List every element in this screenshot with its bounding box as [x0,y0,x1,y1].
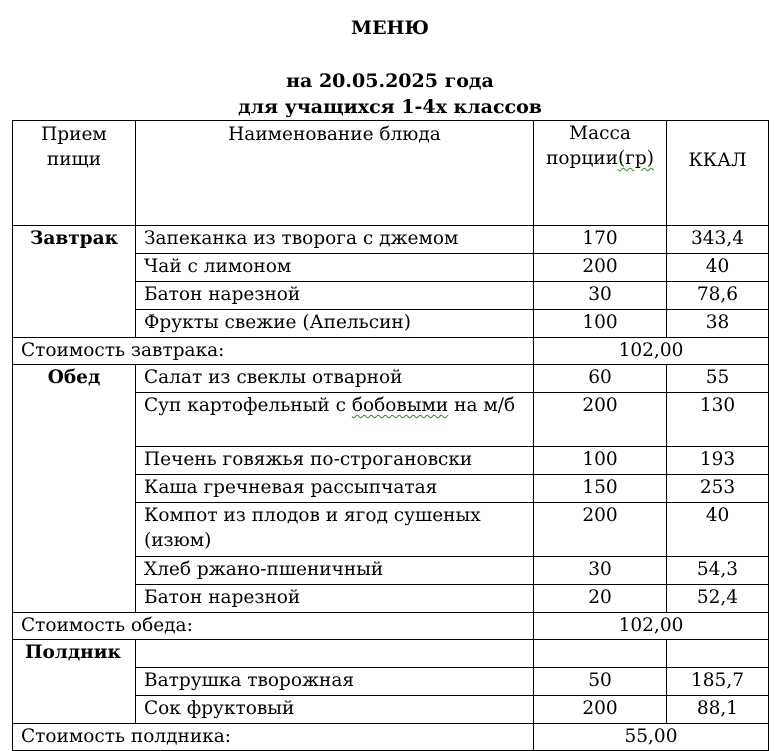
dish-name-part: на м/б [448,395,516,416]
dish-kcal: 38 [667,310,769,338]
dish-name: Сок фруктовый [136,696,534,724]
dish-name: Запеканка из творога с джемом [136,226,534,254]
dish-name: Чай с лимоном [136,254,534,282]
meal-label-lunch: Обед [13,365,136,613]
dish-mass: 200 [534,696,667,724]
dish-kcal: 193 [667,447,769,475]
dish-name: Компот из плодов и ягод сушеных (изюм) [136,503,534,557]
dish-mass: 100 [534,447,667,475]
dish-kcal: 78,6 [667,282,769,310]
dish-kcal: 54,3 [667,557,769,585]
dish-mass: 30 [534,557,667,585]
menu-table [12,120,769,751]
cost-value: 102,00 [534,338,769,365]
cost-value: 102,00 [534,613,769,640]
dish-name-part: бобовыми [351,395,449,416]
menu-date: на 20.05.2025 года [286,70,494,92]
cost-row-lunch [13,613,769,640]
header-mass-line2b: (гр) [617,148,654,169]
dish-name [136,393,534,447]
dish-kcal: 52,4 [667,585,769,613]
dish-name: Батон нарезной [136,585,534,613]
dish-kcal: 343,4 [667,226,769,254]
dish-mass: 100 [534,310,667,338]
header-meal-line2: пищи [46,149,102,170]
header-meal [13,121,136,226]
dish-mass: 30 [534,282,667,310]
meal-label-breakfast: Завтрак [13,226,136,338]
page-title: МЕНЮ [351,17,429,39]
header-mass [534,121,667,226]
menu-audience: для учащихся 1-4х классов [238,96,542,118]
cost-label: Стоимость завтрака: [13,338,534,365]
table-header-row [13,121,769,226]
dish-name-empty [136,640,534,668]
header-mass-line2a: порции [546,148,618,169]
dish-mass: 60 [534,365,667,393]
dish-name: Ватрушка творожная [136,668,534,696]
dish-kcal: 40 [667,254,769,282]
cost-label: Стоимость полдника: [13,724,534,751]
dish-mass-empty [534,640,667,668]
dish-name: Печень говяжья по-строгановски [136,447,534,475]
cost-row-breakfast [13,338,769,365]
dish-kcal: 55 [667,365,769,393]
dish-kcal: 88,1 [667,696,769,724]
dish-kcal-empty [667,640,769,668]
table-row [13,640,769,668]
header-meal-line1: Прием [41,124,107,145]
dish-mass: 200 [534,503,667,557]
header-dish: Наименование блюда [136,121,534,226]
cost-value: 55,00 [534,724,769,751]
cost-row-snack [13,724,769,751]
dish-mass: 200 [534,254,667,282]
dish-name: Хлеб ржано-пшеничный [136,557,534,585]
dish-kcal: 130 [667,393,769,447]
dish-name-part: Суп картофельный с [144,395,352,416]
dish-name: Каша гречневая рассыпчатая [136,475,534,503]
dish-name: Салат из свеклы отварной [136,365,534,393]
dish-name: Батон нарезной [136,282,534,310]
dish-mass: 200 [534,393,667,447]
header-kcal: ККАЛ [667,121,769,226]
dish-mass: 20 [534,585,667,613]
header-mass-line1: Масса [569,123,631,144]
meal-label-snack: Полдник [13,640,136,724]
table-row [13,365,769,393]
dish-name: Фрукты свежие (Апельсин) [136,310,534,338]
dish-kcal: 185,7 [667,668,769,696]
dish-kcal: 253 [667,475,769,503]
table-row [13,226,769,254]
dish-kcal: 40 [667,503,769,557]
dish-mass: 150 [534,475,667,503]
cost-label: Стоимость обеда: [13,613,534,640]
dish-mass: 170 [534,226,667,254]
dish-mass: 50 [534,668,667,696]
